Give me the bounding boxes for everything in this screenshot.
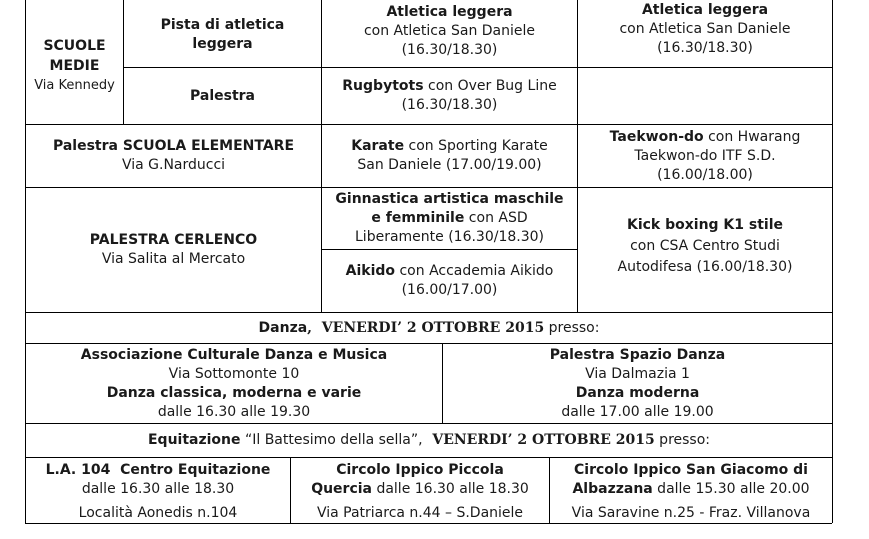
rugbytots-title: Rugbytots bbox=[342, 78, 424, 94]
karate-cell bbox=[322, 125, 577, 187]
atletica-2-time: (16.30/18.30) bbox=[657, 40, 753, 56]
atletica-cell-2 bbox=[578, 0, 832, 67]
cerlenco-cell bbox=[26, 188, 321, 312]
danza-left-type: Danza classica, moderna e varie bbox=[106, 384, 362, 401]
atletica-2-with: con Atletica San Daniele bbox=[619, 21, 791, 37]
atletica-1-title: Atletica leggera bbox=[386, 4, 513, 20]
ginnastica-line3: Liberamente (16.30/18.30) bbox=[355, 229, 544, 245]
equitazione-col2-address: Via Patriarca n.44 – S.Daniele bbox=[316, 505, 524, 521]
kickboxing-line3: Autodifesa (16.00/18.30) bbox=[617, 258, 793, 275]
kickboxing-line2: con CSA Centro Studi bbox=[630, 237, 780, 254]
ginnastica-with: con ASD bbox=[464, 210, 528, 226]
equitazione-col3-name2: Albazzana bbox=[572, 481, 653, 497]
equitazione-col1-address: Località Aonedis n.104 bbox=[78, 505, 238, 521]
aikido-title: Aikido bbox=[345, 263, 396, 279]
equitazione-quote: “Il Battesimo della sella”, bbox=[240, 432, 423, 448]
ginnastica-cell bbox=[322, 188, 577, 249]
rugbytots-with: con Over Bug Line bbox=[423, 78, 557, 94]
rugbytots-cell bbox=[322, 68, 577, 124]
atletica-2-title: Atletica leggera bbox=[641, 2, 769, 18]
taekwondo-title: Taekwon-do bbox=[609, 128, 704, 145]
danza-right-type: Danza moderna bbox=[575, 384, 700, 401]
scuole-medie-cell bbox=[26, 0, 123, 124]
karate-line2: San Daniele (17.00/19.00) bbox=[357, 157, 542, 173]
pista-atletica-cell bbox=[124, 0, 321, 67]
taekwondo-line2: Taekwon-do ITF S.D. bbox=[634, 147, 776, 164]
equitazione-col3-name1: Circolo Ippico San Giacomo di bbox=[574, 462, 808, 478]
danza-suffix: presso: bbox=[544, 319, 600, 336]
taekwondo-cell bbox=[578, 125, 832, 187]
danza-right-time: dalle 17.00 alle 19.00 bbox=[561, 403, 714, 420]
danza-left-time: dalle 16.30 alle 19.30 bbox=[157, 403, 311, 420]
aikido-time: (16.00/17.00) bbox=[401, 282, 498, 298]
equitazione-col3 bbox=[550, 458, 832, 523]
scuole-medie-label: SCUOLE MEDIE bbox=[43, 37, 106, 74]
equitazione-suffix: presso: bbox=[654, 432, 711, 448]
equitazione-col2 bbox=[291, 458, 549, 523]
equitazione-col1-time: dalle 16.30 alle 18.30 bbox=[81, 481, 235, 497]
elementare-cell bbox=[26, 125, 321, 187]
kickboxing-title: Kick boxing K1 stile bbox=[626, 216, 784, 233]
karate-line1 bbox=[351, 137, 548, 156]
ginnastica-title1: Ginnastica artistica maschile bbox=[335, 191, 564, 207]
aikido-line1 bbox=[346, 262, 554, 281]
danza-left-name: Associazione Culturale Danza e Musica bbox=[80, 346, 388, 363]
kickboxing-cell bbox=[578, 188, 832, 312]
danza-right-name: Palestra Spazio Danza bbox=[549, 346, 726, 363]
danza-left-cell bbox=[26, 344, 442, 423]
elementare-name: Palestra SCUOLA ELEMENTARE bbox=[52, 138, 295, 154]
rugbytots-time: (16.30/18.30) bbox=[401, 97, 498, 113]
scuole-medie-address: Via Kennedy bbox=[34, 77, 115, 93]
danza-header bbox=[26, 313, 832, 343]
karate-title: Karate bbox=[351, 138, 405, 154]
equitazione-col3-address: Via Saravine n.25 - Fraz. Villanova bbox=[571, 505, 811, 521]
danza-left-address: Via Sottomonte 10 bbox=[168, 365, 300, 382]
equitazione-title: Equitazione bbox=[147, 432, 241, 448]
danza-date: , VENERDI’ 2 OTTOBRE 2015 bbox=[307, 319, 545, 336]
atletica-1-with: con Atletica San Daniele bbox=[363, 23, 536, 39]
karate-with: con Sporting Karate bbox=[404, 138, 548, 154]
danza-right-address: Via Dalmazia 1 bbox=[585, 365, 690, 382]
palestra-label: Palestra bbox=[189, 87, 255, 104]
equitazione-col2-name2: Quercia bbox=[311, 481, 372, 497]
pista-line1: Pista di atletica bbox=[160, 16, 285, 33]
equitazione-col3-line2 bbox=[550, 480, 832, 499]
ginnastica-title2: e femminile bbox=[371, 210, 465, 226]
danza-right-cell bbox=[443, 344, 832, 423]
taekwondo-with: con Hwarang bbox=[703, 128, 801, 145]
equitazione-col1-name: L.A. 104 Centro Equitazione bbox=[45, 462, 271, 478]
equitazione-header bbox=[26, 424, 832, 457]
equitazione-date: VENERDI’ 2 OTTOBRE 2015 bbox=[422, 432, 655, 448]
equitazione-col3-time: dalle 15.30 alle 20.00 bbox=[652, 481, 810, 497]
cerlenco-name: PALESTRA CERLENCO bbox=[89, 232, 258, 248]
danza-title: Danza bbox=[258, 319, 308, 336]
aikido-cell bbox=[322, 250, 577, 312]
atletica-1-time: (16.30/18.30) bbox=[401, 42, 498, 58]
equitazione-col2-time: dalle 16.30 alle 18.30 bbox=[372, 481, 529, 497]
ginnastica-line2 bbox=[371, 209, 527, 228]
equitazione-col2-name1: Circolo Ippico Piccola bbox=[336, 462, 504, 478]
equitazione-col1 bbox=[26, 458, 290, 523]
taekwondo-line1 bbox=[610, 128, 801, 147]
atletica-cell-1 bbox=[322, 0, 577, 67]
palestra-cell bbox=[124, 68, 321, 124]
cerlenco-address: Via Salita al Mercato bbox=[101, 251, 246, 267]
pista-line2: leggera bbox=[192, 35, 253, 52]
equitazione-col2-line2 bbox=[291, 480, 549, 499]
aikido-with: con Accademia Aikido bbox=[395, 263, 554, 279]
elementare-address: Via G.Narducci bbox=[121, 157, 226, 173]
taekwondo-time: (16.00/18.00) bbox=[657, 166, 753, 183]
rugbytots-line1 bbox=[342, 77, 556, 96]
